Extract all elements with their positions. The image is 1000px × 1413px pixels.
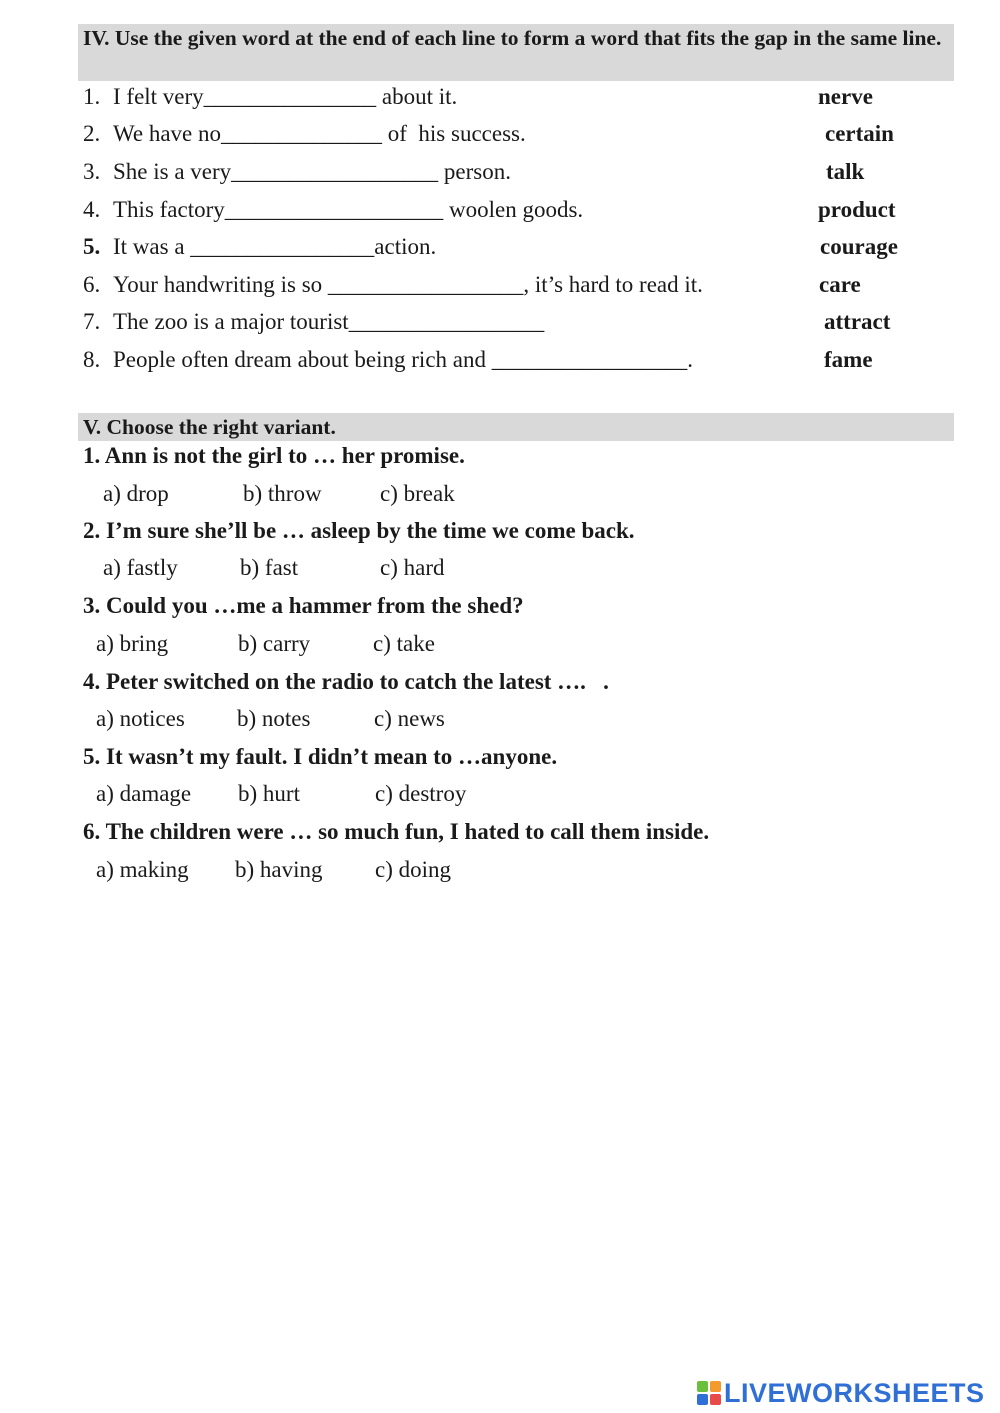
section-4-heading: IV. Use the given word at the end of each line to form a word that fits the gap in the same line. <box>83 26 942 50</box>
answer-option: a) notices <box>96 706 185 731</box>
item-number: 2. <box>83 121 101 146</box>
logo-text: LIVEWORKSHEETS <box>724 1377 985 1408</box>
item-sentence: We have no______________ of his success. <box>113 121 526 146</box>
item-given-word: attract <box>824 309 891 334</box>
item-sentence: She is a very__________________ person. <box>113 159 511 184</box>
answer-option: c) break <box>380 481 455 506</box>
item-sentence: It was a ________________action. <box>113 234 437 259</box>
answer-option: c) destroy <box>375 781 467 806</box>
answer-option: a) fastly <box>103 555 178 580</box>
item-given-word: certain <box>825 121 894 146</box>
question-text: 6. The children were … so much fun, I hated to call them inside. <box>83 819 710 844</box>
item-given-word: nerve <box>818 84 873 109</box>
item-number: 4. <box>83 197 101 222</box>
answer-option: a) bring <box>96 631 169 656</box>
item-sentence: People often dream about being rich and _________________. <box>113 347 693 372</box>
answer-option: c) news <box>374 706 445 731</box>
answer-option: c) take <box>373 631 435 656</box>
item-given-word: care <box>819 272 861 297</box>
item-sentence: The zoo is a major tourist_________________ <box>113 309 545 334</box>
question-text: 2. I’m sure she’ll be … asleep by the time we come back. <box>83 518 635 543</box>
item-number: 3. <box>83 159 101 184</box>
question-text: 5. It wasn’t my fault. I didn’t mean to …anyone. <box>83 744 558 769</box>
answer-option: a) making <box>96 857 189 882</box>
section-5-heading: V. Choose the right variant. <box>83 415 336 439</box>
item-sentence: I felt very_______________ about it. <box>113 84 458 109</box>
answer-option: b) fast <box>240 555 299 580</box>
item-given-word: product <box>818 197 896 222</box>
liveworksheets-logo[interactable] <box>697 1376 985 1410</box>
answer-option: c) hard <box>380 555 445 580</box>
item-number: 1. <box>83 84 101 109</box>
answer-option: a) drop <box>103 481 169 506</box>
question-text: 1. Ann is not the girl to … her promise. <box>83 443 465 468</box>
answer-option: b) carry <box>238 631 311 656</box>
item-sentence: Your handwriting is so _________________, it’s hard to read it. <box>113 272 703 297</box>
answer-option: a) damage <box>96 781 192 806</box>
answer-option: b) notes <box>237 706 311 731</box>
item-sentence: This factory___________________ woolen goods. <box>113 197 584 222</box>
answer-option: b) throw <box>243 481 322 506</box>
item-given-word: courage <box>820 234 898 259</box>
item-number: 5. <box>83 234 101 259</box>
item-given-word: talk <box>826 159 865 184</box>
question-text: 4. Peter switched on the radio to catch the latest …. . <box>83 669 609 694</box>
item-given-word: fame <box>824 347 873 372</box>
answer-option: b) hurt <box>238 781 300 806</box>
item-number: 7. <box>83 309 101 334</box>
liveworksheets-logo-icon <box>697 1381 721 1405</box>
item-number: 8. <box>83 347 101 372</box>
answer-option: b) having <box>235 857 323 882</box>
item-number: 6. <box>83 272 101 297</box>
question-text: 3. Could you …me a hammer from the shed? <box>83 593 524 618</box>
answer-option: c) doing <box>375 857 452 882</box>
